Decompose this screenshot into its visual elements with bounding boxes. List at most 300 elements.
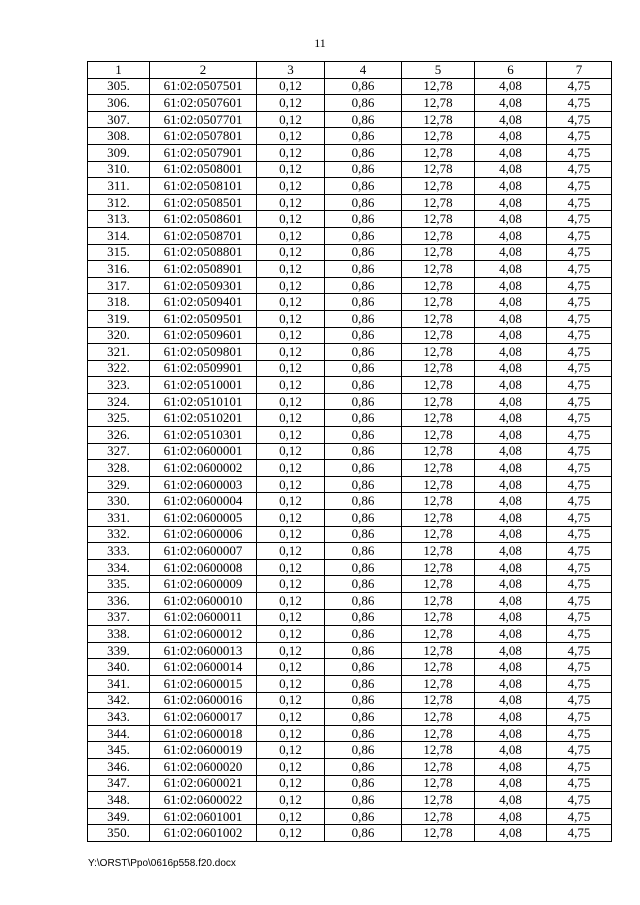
table-cell: 4,08 xyxy=(475,675,547,692)
table-cell: 4,08 xyxy=(475,576,547,593)
table-cell: 0,12 xyxy=(257,360,325,377)
table-row xyxy=(88,675,612,692)
table-row xyxy=(88,178,612,195)
table-cell: 0,86 xyxy=(325,808,402,825)
table-cell: 4,75 xyxy=(547,675,612,692)
table-cell: 0,12 xyxy=(257,161,325,178)
table-cell: 0,12 xyxy=(257,593,325,610)
table-cell: 335. xyxy=(88,576,150,593)
table-cell: 305. xyxy=(88,78,150,95)
table-cell: 0,12 xyxy=(257,427,325,444)
table-cell: 61:02:0600016 xyxy=(150,692,257,709)
table-cell: 0,86 xyxy=(325,360,402,377)
table-row xyxy=(88,609,612,626)
table-row xyxy=(88,758,612,775)
table-cell: 0,12 xyxy=(257,825,325,842)
table-cell: 12,78 xyxy=(402,593,475,610)
table-cell: 4,08 xyxy=(475,526,547,543)
table-cell: 61:02:0508801 xyxy=(150,244,257,261)
table-cell: 4,75 xyxy=(547,111,612,128)
table-cell: 61:02:0600006 xyxy=(150,526,257,543)
table-cell: 12,78 xyxy=(402,609,475,626)
table-cell: 61:02:0600009 xyxy=(150,576,257,593)
table-cell: 338. xyxy=(88,626,150,643)
table-cell: 61:02:0508901 xyxy=(150,261,257,278)
table-cell: 4,75 xyxy=(547,427,612,444)
table-cell: 4,75 xyxy=(547,559,612,576)
table-cell: 0,12 xyxy=(257,543,325,560)
table-cell: 329. xyxy=(88,476,150,493)
table-cell: 61:02:0600019 xyxy=(150,742,257,759)
table-cell: 0,86 xyxy=(325,211,402,228)
table-cell: 4,75 xyxy=(547,659,612,676)
table-cell: 0,86 xyxy=(325,642,402,659)
table-cell: 12,78 xyxy=(402,393,475,410)
table-cell: 0,12 xyxy=(257,261,325,278)
table-cell: 4,75 xyxy=(547,161,612,178)
table-cell: 0,86 xyxy=(325,377,402,394)
table-cell: 345. xyxy=(88,742,150,759)
table-row xyxy=(88,360,612,377)
table-row xyxy=(88,642,612,659)
table-cell: 12,78 xyxy=(402,476,475,493)
column-header: 2 xyxy=(150,62,257,79)
table-cell: 0,86 xyxy=(325,626,402,643)
table-cell: 12,78 xyxy=(402,659,475,676)
table-cell: 4,08 xyxy=(475,78,547,95)
table-cell: 0,86 xyxy=(325,476,402,493)
table-cell: 309. xyxy=(88,144,150,161)
table-cell: 12,78 xyxy=(402,227,475,244)
table-cell: 4,75 xyxy=(547,294,612,311)
table-cell: 12,78 xyxy=(402,244,475,261)
table-cell: 61:02:0601002 xyxy=(150,825,257,842)
table-cell: 0,12 xyxy=(257,95,325,112)
table-cell: 4,08 xyxy=(475,427,547,444)
table-cell: 61:02:0600017 xyxy=(150,709,257,726)
table-cell: 61:02:0507501 xyxy=(150,78,257,95)
table-cell: 61:02:0507601 xyxy=(150,95,257,112)
table-cell: 306. xyxy=(88,95,150,112)
table-cell: 4,08 xyxy=(475,128,547,145)
table-row xyxy=(88,261,612,278)
table-row xyxy=(88,244,612,261)
table-cell: 4,75 xyxy=(547,194,612,211)
table-cell: 0,12 xyxy=(257,244,325,261)
table-row xyxy=(88,593,612,610)
table-cell: 0,12 xyxy=(257,476,325,493)
table-cell: 0,86 xyxy=(325,194,402,211)
table-cell: 0,86 xyxy=(325,227,402,244)
table-cell: 0,86 xyxy=(325,825,402,842)
table-cell: 12,78 xyxy=(402,576,475,593)
table-cell: 0,86 xyxy=(325,178,402,195)
table-cell: 0,12 xyxy=(257,808,325,825)
table-cell: 0,86 xyxy=(325,576,402,593)
table-cell: 12,78 xyxy=(402,427,475,444)
table-cell: 339. xyxy=(88,642,150,659)
column-header: 6 xyxy=(475,62,547,79)
table-cell: 0,12 xyxy=(257,393,325,410)
table-cell: 61:02:0508601 xyxy=(150,211,257,228)
table-cell: 61:02:0509301 xyxy=(150,277,257,294)
table-cell: 61:02:0600010 xyxy=(150,593,257,610)
table-cell: 4,75 xyxy=(547,144,612,161)
table-row xyxy=(88,510,612,527)
table-row xyxy=(88,277,612,294)
table-row xyxy=(88,543,612,560)
table-cell: 341. xyxy=(88,675,150,692)
table-row xyxy=(88,742,612,759)
table-cell: 4,08 xyxy=(475,95,547,112)
table-cell: 0,12 xyxy=(257,642,325,659)
table-cell: 12,78 xyxy=(402,360,475,377)
table-cell: 4,08 xyxy=(475,144,547,161)
table-cell: 61:02:0600001 xyxy=(150,443,257,460)
table-cell: 61:02:0600018 xyxy=(150,725,257,742)
table-cell: 61:02:0601001 xyxy=(150,808,257,825)
table-cell: 0,86 xyxy=(325,294,402,311)
table-cell: 308. xyxy=(88,128,150,145)
table-cell: 0,12 xyxy=(257,460,325,477)
table-cell: 0,86 xyxy=(325,310,402,327)
table-cell: 12,78 xyxy=(402,161,475,178)
table-cell: 330. xyxy=(88,493,150,510)
table-cell: 12,78 xyxy=(402,742,475,759)
table-cell: 4,08 xyxy=(475,808,547,825)
table-cell: 61:02:0507701 xyxy=(150,111,257,128)
table-cell: 0,12 xyxy=(257,758,325,775)
table-cell: 0,86 xyxy=(325,460,402,477)
table-cell: 0,86 xyxy=(325,128,402,145)
table-cell: 12,78 xyxy=(402,410,475,427)
table-cell: 12,78 xyxy=(402,194,475,211)
table-cell: 0,12 xyxy=(257,178,325,195)
table-cell: 0,86 xyxy=(325,659,402,676)
table-cell: 61:02:0509401 xyxy=(150,294,257,311)
table-cell: 4,08 xyxy=(475,642,547,659)
table-cell: 4,75 xyxy=(547,95,612,112)
table-cell: 319. xyxy=(88,310,150,327)
table-cell: 0,12 xyxy=(257,111,325,128)
table-cell: 0,12 xyxy=(257,294,325,311)
table-row xyxy=(88,161,612,178)
table-cell: 313. xyxy=(88,211,150,228)
table-row xyxy=(88,808,612,825)
table-cell: 61:02:0600013 xyxy=(150,642,257,659)
table-row xyxy=(88,128,612,145)
table-cell: 0,86 xyxy=(325,244,402,261)
table-cell: 4,75 xyxy=(547,808,612,825)
table-cell: 12,78 xyxy=(402,344,475,361)
table-cell: 343. xyxy=(88,709,150,726)
table-cell: 12,78 xyxy=(402,543,475,560)
table-cell: 4,75 xyxy=(547,792,612,809)
table-cell: 4,08 xyxy=(475,709,547,726)
table-cell: 61:02:0509501 xyxy=(150,310,257,327)
table-cell: 347. xyxy=(88,775,150,792)
table-cell: 12,78 xyxy=(402,277,475,294)
table-cell: 0,12 xyxy=(257,493,325,510)
table-cell: 4,08 xyxy=(475,194,547,211)
table-cell: 0,12 xyxy=(257,128,325,145)
table-cell: 0,86 xyxy=(325,725,402,742)
table-header-row xyxy=(88,62,612,79)
table-cell: 0,86 xyxy=(325,95,402,112)
table-cell: 61:02:0509601 xyxy=(150,327,257,344)
data-table xyxy=(87,61,612,842)
table-cell: 12,78 xyxy=(402,95,475,112)
table-cell: 312. xyxy=(88,194,150,211)
table-cell: 323. xyxy=(88,377,150,394)
table-cell: 61:02:0600015 xyxy=(150,675,257,692)
table-row xyxy=(88,825,612,842)
table-cell: 4,75 xyxy=(547,493,612,510)
table-cell: 12,78 xyxy=(402,493,475,510)
column-header: 3 xyxy=(257,62,325,79)
table-cell: 333. xyxy=(88,543,150,560)
table-cell: 0,12 xyxy=(257,675,325,692)
table-cell: 0,12 xyxy=(257,310,325,327)
table-cell: 0,86 xyxy=(325,393,402,410)
table-cell: 4,75 xyxy=(547,692,612,709)
table-cell: 61:02:0600002 xyxy=(150,460,257,477)
table-cell: 61:02:0600004 xyxy=(150,493,257,510)
table-cell: 61:02:0508001 xyxy=(150,161,257,178)
table-cell: 336. xyxy=(88,593,150,610)
table-cell: 4,75 xyxy=(547,310,612,327)
table-cell: 0,86 xyxy=(325,526,402,543)
table-row xyxy=(88,393,612,410)
table-cell: 61:02:0508501 xyxy=(150,194,257,211)
table-cell: 0,86 xyxy=(325,675,402,692)
table-cell: 0,12 xyxy=(257,227,325,244)
table-cell: 0,86 xyxy=(325,543,402,560)
table-cell: 4,75 xyxy=(547,476,612,493)
table-cell: 327. xyxy=(88,443,150,460)
table-row xyxy=(88,493,612,510)
table-cell: 4,08 xyxy=(475,443,547,460)
table-cell: 0,86 xyxy=(325,559,402,576)
table-cell: 61:02:0508701 xyxy=(150,227,257,244)
table-cell: 12,78 xyxy=(402,178,475,195)
table-cell: 12,78 xyxy=(402,709,475,726)
column-header: 4 xyxy=(325,62,402,79)
table-cell: 317. xyxy=(88,277,150,294)
table-cell: 4,75 xyxy=(547,758,612,775)
table-cell: 0,12 xyxy=(257,78,325,95)
table-cell: 0,86 xyxy=(325,161,402,178)
table-cell: 12,78 xyxy=(402,294,475,311)
table-cell: 12,78 xyxy=(402,808,475,825)
table-cell: 12,78 xyxy=(402,526,475,543)
table-cell: 12,78 xyxy=(402,758,475,775)
table-cell: 0,86 xyxy=(325,742,402,759)
table-row xyxy=(88,294,612,311)
table-cell: 0,86 xyxy=(325,427,402,444)
table-row xyxy=(88,144,612,161)
table-row xyxy=(88,111,612,128)
table-cell: 0,86 xyxy=(325,344,402,361)
table-cell: 320. xyxy=(88,327,150,344)
table-cell: 4,75 xyxy=(547,377,612,394)
table-cell: 4,08 xyxy=(475,294,547,311)
table-cell: 4,08 xyxy=(475,111,547,128)
table-cell: 4,08 xyxy=(475,493,547,510)
table-row xyxy=(88,526,612,543)
table-cell: 0,86 xyxy=(325,327,402,344)
table-cell: 4,08 xyxy=(475,310,547,327)
table-cell: 322. xyxy=(88,360,150,377)
table-cell: 350. xyxy=(88,825,150,842)
table-cell: 4,75 xyxy=(547,460,612,477)
table-cell: 4,08 xyxy=(475,825,547,842)
table-cell: 4,75 xyxy=(547,261,612,278)
table-cell: 0,86 xyxy=(325,510,402,527)
column-header: 7 xyxy=(547,62,612,79)
table-cell: 307. xyxy=(88,111,150,128)
table-cell: 4,75 xyxy=(547,78,612,95)
table-row xyxy=(88,427,612,444)
table-row xyxy=(88,344,612,361)
table-cell: 4,75 xyxy=(547,709,612,726)
table-cell: 0,86 xyxy=(325,709,402,726)
table-cell: 0,12 xyxy=(257,775,325,792)
table-cell: 12,78 xyxy=(402,377,475,394)
table-cell: 12,78 xyxy=(402,128,475,145)
table-cell: 4,08 xyxy=(475,543,547,560)
table-cell: 12,78 xyxy=(402,327,475,344)
table-cell: 61:02:0600021 xyxy=(150,775,257,792)
table-cell: 4,75 xyxy=(547,277,612,294)
table-cell: 61:02:0507801 xyxy=(150,128,257,145)
table-cell: 4,08 xyxy=(475,244,547,261)
table-cell: 4,75 xyxy=(547,609,612,626)
table-cell: 61:02:0600011 xyxy=(150,609,257,626)
table-cell: 12,78 xyxy=(402,626,475,643)
table-row xyxy=(88,626,612,643)
table-cell: 315. xyxy=(88,244,150,261)
table-cell: 12,78 xyxy=(402,261,475,278)
table-cell: 4,75 xyxy=(547,825,612,842)
table-row xyxy=(88,410,612,427)
table-row xyxy=(88,709,612,726)
table-cell: 4,08 xyxy=(475,261,547,278)
table-cell: 0,86 xyxy=(325,792,402,809)
table-cell: 12,78 xyxy=(402,111,475,128)
table-cell: 325. xyxy=(88,410,150,427)
table-cell: 12,78 xyxy=(402,825,475,842)
table-row xyxy=(88,327,612,344)
table-row xyxy=(88,78,612,95)
table-cell: 4,08 xyxy=(475,277,547,294)
table-cell: 0,86 xyxy=(325,410,402,427)
table-cell: 61:02:0510001 xyxy=(150,377,257,394)
table-cell: 0,12 xyxy=(257,526,325,543)
table-cell: 61:02:0600020 xyxy=(150,758,257,775)
table-cell: 344. xyxy=(88,725,150,742)
table-cell: 4,75 xyxy=(547,725,612,742)
column-header: 1 xyxy=(88,62,150,79)
table-cell: 4,08 xyxy=(475,377,547,394)
table-cell: 4,08 xyxy=(475,161,547,178)
table-cell: 4,75 xyxy=(547,344,612,361)
table-row xyxy=(88,476,612,493)
table-row xyxy=(88,576,612,593)
table-cell: 0,86 xyxy=(325,758,402,775)
table-row xyxy=(88,95,612,112)
table-row xyxy=(88,310,612,327)
table-cell: 4,75 xyxy=(547,244,612,261)
table-cell: 0,12 xyxy=(257,626,325,643)
table-cell: 0,12 xyxy=(257,792,325,809)
table-cell: 337. xyxy=(88,609,150,626)
table-cell: 4,08 xyxy=(475,227,547,244)
table-cell: 4,75 xyxy=(547,526,612,543)
table-cell: 0,12 xyxy=(257,510,325,527)
table-cell: 12,78 xyxy=(402,310,475,327)
table-cell: 4,08 xyxy=(475,360,547,377)
table-cell: 0,12 xyxy=(257,609,325,626)
table-cell: 61:02:0510101 xyxy=(150,393,257,410)
table-cell: 334. xyxy=(88,559,150,576)
table-cell: 324. xyxy=(88,393,150,410)
table-cell: 0,12 xyxy=(257,443,325,460)
table-cell: 321. xyxy=(88,344,150,361)
table-cell: 12,78 xyxy=(402,559,475,576)
table-cell: 4,75 xyxy=(547,360,612,377)
table-row xyxy=(88,377,612,394)
table-cell: 311. xyxy=(88,178,150,195)
table-cell: 61:02:0507901 xyxy=(150,144,257,161)
table-cell: 0,12 xyxy=(257,144,325,161)
table-cell: 4,75 xyxy=(547,211,612,228)
table-cell: 12,78 xyxy=(402,775,475,792)
table-cell: 4,75 xyxy=(547,593,612,610)
table-cell: 4,75 xyxy=(547,626,612,643)
table-cell: 12,78 xyxy=(402,725,475,742)
table-cell: 4,08 xyxy=(475,410,547,427)
table-cell: 12,78 xyxy=(402,792,475,809)
table-body xyxy=(88,78,612,841)
table-cell: 349. xyxy=(88,808,150,825)
table-cell: 0,12 xyxy=(257,742,325,759)
table-cell: 0,12 xyxy=(257,327,325,344)
table-cell: 4,08 xyxy=(475,460,547,477)
table-cell: 4,08 xyxy=(475,476,547,493)
table-cell: 4,08 xyxy=(475,659,547,676)
table-cell: 12,78 xyxy=(402,642,475,659)
table-cell: 4,08 xyxy=(475,775,547,792)
table-cell: 61:02:0508101 xyxy=(150,178,257,195)
table-cell: 0,12 xyxy=(257,659,325,676)
table-cell: 61:02:0600012 xyxy=(150,626,257,643)
table-cell: 4,75 xyxy=(547,443,612,460)
table-cell: 61:02:0600003 xyxy=(150,476,257,493)
table-cell: 4,08 xyxy=(475,626,547,643)
table-row xyxy=(88,460,612,477)
table-cell: 0,86 xyxy=(325,593,402,610)
column-header: 5 xyxy=(402,62,475,79)
table-row xyxy=(88,211,612,228)
table-cell: 0,12 xyxy=(257,410,325,427)
table-cell: 0,12 xyxy=(257,725,325,742)
table-cell: 316. xyxy=(88,261,150,278)
table-cell: 12,78 xyxy=(402,675,475,692)
table-cell: 346. xyxy=(88,758,150,775)
table-cell: 4,75 xyxy=(547,576,612,593)
table-cell: 4,75 xyxy=(547,543,612,560)
